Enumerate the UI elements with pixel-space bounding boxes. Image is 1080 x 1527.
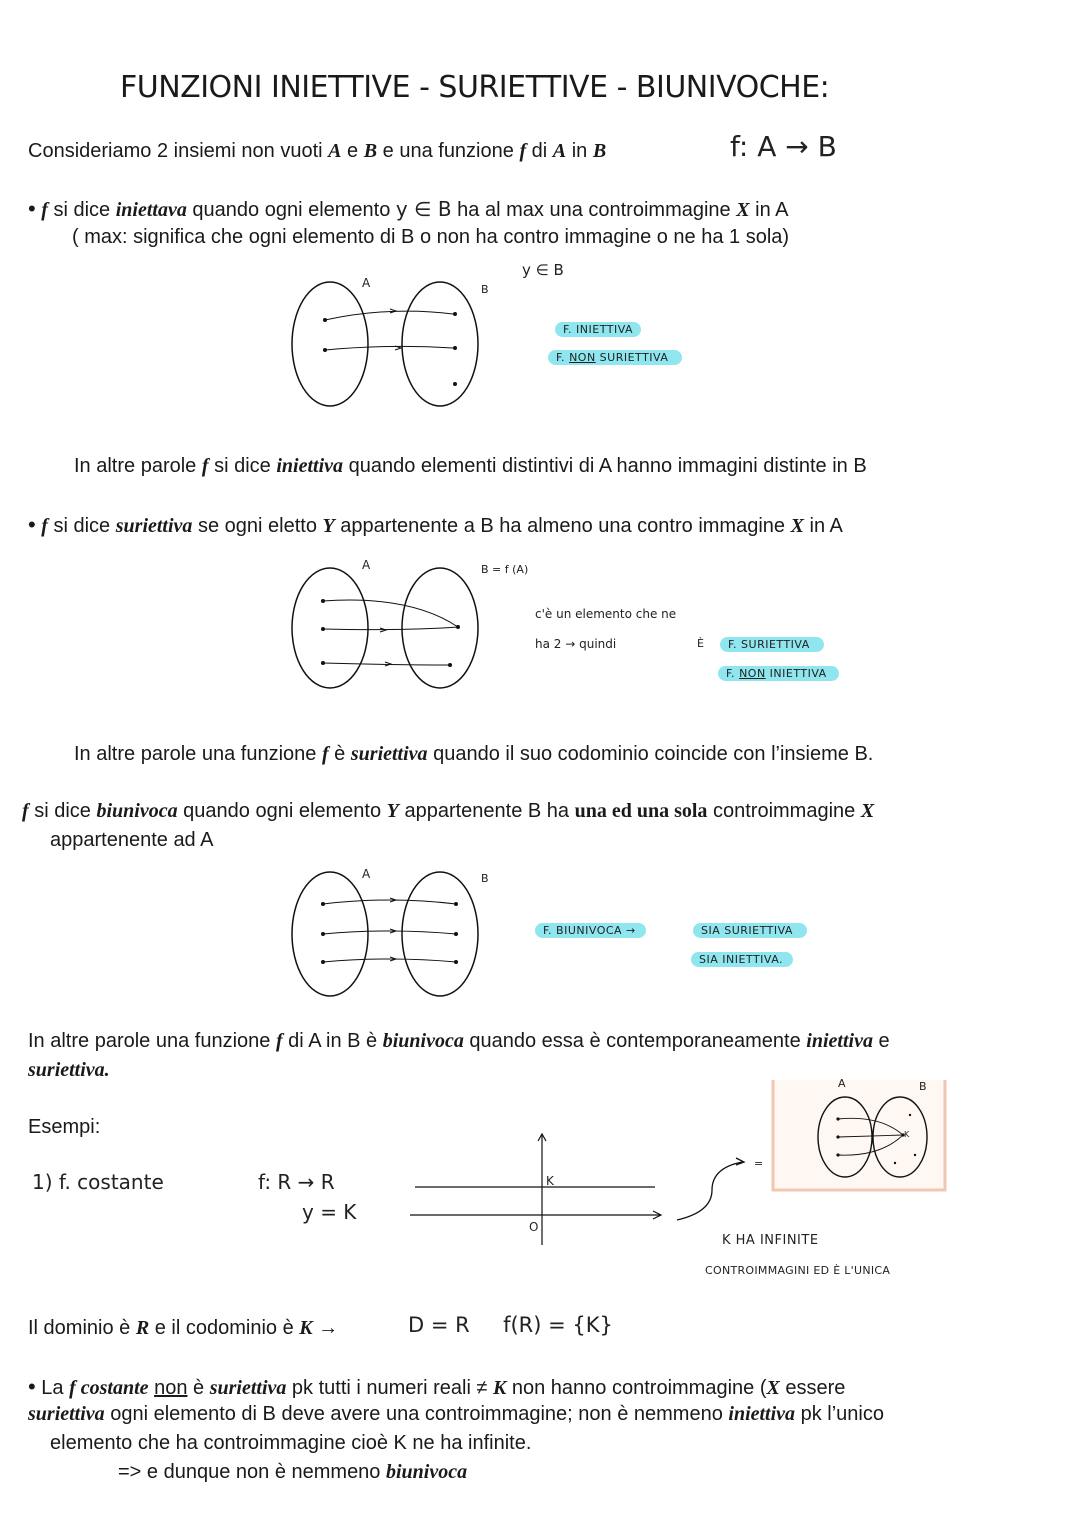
- expl-text: essere: [779, 1377, 846, 1399]
- def-text: ha al max una controimmagine: [451, 199, 737, 221]
- term-biunivoca: biunivoca: [386, 1461, 468, 1483]
- term-iniettiva: iniettiva: [806, 1030, 873, 1052]
- term-biunivoca: biunivoca: [382, 1030, 464, 1052]
- term-biunivoca: biunivoca: [96, 800, 178, 822]
- set-a: A: [552, 140, 567, 162]
- summary-text: In altre parole: [74, 455, 202, 477]
- term-iniettiva: iniettiva: [728, 1403, 796, 1425]
- var-x: X: [736, 199, 750, 221]
- domain-text: Il dominio è: [28, 1317, 136, 1339]
- function-notation: f: A → B: [730, 130, 837, 163]
- summary-text: quando essa è contemporaneamente: [463, 1030, 807, 1052]
- tag-text: SURIETTIVA: [595, 351, 669, 364]
- function-f: f: [201, 455, 209, 477]
- constant-mapping-diagram: [770, 1075, 950, 1195]
- diagram-suriettiva: [290, 565, 500, 695]
- strong-text: una ed una sola: [574, 800, 708, 822]
- expl-text: ogni elemento di B deve avere una controimmagine; non è nemmeno: [104, 1403, 729, 1425]
- iniettiva-definition: [28, 194, 788, 225]
- intro-text: e una funzione: [377, 140, 520, 162]
- term-suriettiva: suriettiva: [115, 515, 193, 537]
- summary-text: si dice: [208, 455, 277, 477]
- var-x: X: [766, 1377, 780, 1399]
- summary-text: In altre parole una funzione: [28, 1030, 276, 1052]
- intro-text: Consideriamo 2 insiemi non vuoti: [28, 140, 329, 162]
- domain-handwritten: D = R f(R) = {K}: [408, 1313, 613, 1337]
- set-b: B: [592, 140, 607, 162]
- example-1-label: 1) f. costante: [32, 1170, 164, 1194]
- biunivoca-summary: [28, 1027, 890, 1056]
- diagram-label-a: A: [838, 1077, 846, 1090]
- tag-sia-suriettiva: SIA SURIETTIVA: [693, 923, 807, 938]
- tag-text: NON: [569, 351, 596, 364]
- var-r: R: [135, 1317, 150, 1339]
- example-1-def: y = K: [302, 1200, 357, 1224]
- diagram-label-b: B: [919, 1080, 927, 1093]
- domain-line: [28, 1314, 338, 1343]
- def-text: quando ogni elemento: [186, 199, 396, 221]
- function-f: f: [321, 743, 329, 765]
- set-b: B: [363, 140, 378, 162]
- diagram-label-a: A: [362, 276, 371, 290]
- diagram-note: y ∈ B: [522, 261, 564, 279]
- function-f: f: [41, 515, 48, 537]
- biunivoca-definition-cont: appartenente ad A: [50, 829, 214, 851]
- diagram-label-b: B: [481, 872, 489, 885]
- iniettiva-summary: [74, 452, 867, 481]
- term-iniettiva: iniettiva: [276, 455, 344, 477]
- iniettiva-note: ( max: significa che ogni elemento di B o non ha contro immagine o ne ha 1 sola): [72, 226, 790, 248]
- constant-explanation: [28, 1372, 845, 1403]
- term-iniettiva: iniettava: [115, 199, 187, 221]
- bullet-icon: •: [28, 1374, 36, 1399]
- domain-text: →: [312, 1317, 339, 1339]
- set-a: A: [328, 140, 342, 162]
- var-y: Y: [386, 800, 399, 822]
- examples-heading: Esempi:: [28, 1116, 101, 1138]
- constant-conclusion: [118, 1458, 467, 1487]
- tag-text: F.: [726, 667, 740, 680]
- constant-explanation-2: [28, 1400, 884, 1429]
- var-x: X: [860, 800, 875, 822]
- axis-k: K: [546, 1174, 554, 1188]
- intro-text: e: [341, 140, 364, 162]
- diagram-label-b: B: [481, 283, 489, 296]
- var-k: K: [492, 1377, 507, 1399]
- term-suriettiva: suriettiva.: [28, 1059, 110, 1081]
- def-text: quando ogni elemento: [177, 800, 387, 822]
- def-text: appartenente B ha: [398, 800, 575, 822]
- summary-text: di A in B è: [282, 1030, 383, 1052]
- var-x: X: [790, 515, 804, 537]
- axis-origin: O: [529, 1220, 539, 1234]
- def-text: controimmagine: [707, 800, 861, 822]
- term-suriettiva: suriettiva: [350, 743, 428, 765]
- function-f: f: [22, 800, 29, 822]
- summary-text: In altre parole una funzione: [74, 743, 322, 765]
- domain-text: e il codominio è: [149, 1317, 300, 1339]
- function-f: f: [275, 1030, 283, 1052]
- intro-line: [28, 137, 606, 166]
- diagram-note: c'è un elemento che ne: [535, 607, 677, 621]
- diagram-label-b: B = f (A): [481, 563, 529, 576]
- intro-text: in: [566, 140, 593, 162]
- page-title: FUNZIONI INIETTIVE - SURIETTIVE - BIUNIVOCHE:: [120, 70, 830, 105]
- def-text: appartenente a B ha almeno una contro immagine: [334, 515, 791, 537]
- bullet-icon: •: [28, 512, 36, 537]
- expl-text: non hanno controimmagine (: [506, 1377, 767, 1399]
- diagram-label-k: K: [904, 1130, 910, 1139]
- bullet-icon: •: [28, 196, 36, 221]
- summary-text: quando il suo codominio coincide con l’insieme B.: [427, 743, 874, 765]
- term-suriettiva: suriettiva: [28, 1403, 105, 1425]
- diagram-note: ha 2 → quindi: [535, 637, 617, 651]
- def-text: se ogni eletto: [192, 515, 323, 537]
- arrow-equals: =: [754, 1157, 764, 1170]
- tag-text: INIETTIVA: [765, 667, 827, 680]
- tag-text: F.: [556, 351, 570, 364]
- constant-function-graph: [405, 1130, 685, 1250]
- var-y: Y: [322, 515, 335, 537]
- diagram-biunivoca: [290, 870, 500, 1005]
- tag-suriettiva: F. SURIETTIVA: [720, 637, 824, 652]
- tag-biunivoca: F. BIUNIVOCA →: [535, 923, 646, 938]
- summary-text: è: [328, 743, 351, 765]
- expl-text: pk l’unico: [795, 1403, 884, 1425]
- expl-text: La: [41, 1377, 70, 1399]
- biunivoca-definition: [22, 797, 874, 826]
- expl-text: non: [154, 1377, 188, 1399]
- tag-sia-iniettiva: SIA INIETTIVA.: [691, 952, 793, 967]
- diagram-note: È: [697, 637, 704, 650]
- summary-text: e: [872, 1030, 890, 1052]
- def-text: in A: [749, 199, 789, 221]
- function-f: f: [41, 199, 48, 221]
- summary-text: quando elementi distintivi di A hanno immagini distinte in B: [343, 455, 867, 477]
- tag-non-suriettiva: [548, 350, 682, 365]
- def-text: si dice: [28, 800, 97, 822]
- example-1-def: f: R → R: [258, 1170, 335, 1194]
- def-text: in A: [803, 515, 843, 537]
- diagram-label-a: A: [362, 867, 371, 881]
- expl-text: è: [187, 1377, 210, 1399]
- term-suriettiva: suriettiva: [209, 1377, 287, 1399]
- diagram-label-a: A: [362, 558, 371, 572]
- function-f: f: [519, 140, 527, 162]
- tag-text: NON: [739, 667, 766, 680]
- def-text: si dice: [47, 199, 116, 221]
- note-unique: CONTROIMMAGINI ED È L'UNICA: [705, 1264, 891, 1277]
- tag-iniettiva: F. INIETTIVA: [555, 322, 641, 337]
- expl-text: => e dunque non è nemmeno: [118, 1461, 386, 1483]
- var-k: K: [299, 1317, 313, 1339]
- intro-text: di: [526, 140, 553, 162]
- note-infinite: K HA INFINITE: [722, 1233, 819, 1248]
- expl-text: pk tutti i numeri reali ≠: [286, 1377, 493, 1399]
- def-text: si dice: [47, 515, 116, 537]
- constant-explanation-3: elemento che ha controimmagine cioè K ne ha infinite.: [50, 1432, 532, 1454]
- suriettiva-summary: [74, 740, 873, 769]
- suriettiva-definition: [28, 510, 843, 541]
- tag-non-iniettiva: [718, 666, 839, 681]
- term-f-costante: f costante: [69, 1377, 149, 1399]
- y-in-b: y ∈ B: [395, 197, 452, 221]
- diagram-iniettiva: [290, 276, 500, 416]
